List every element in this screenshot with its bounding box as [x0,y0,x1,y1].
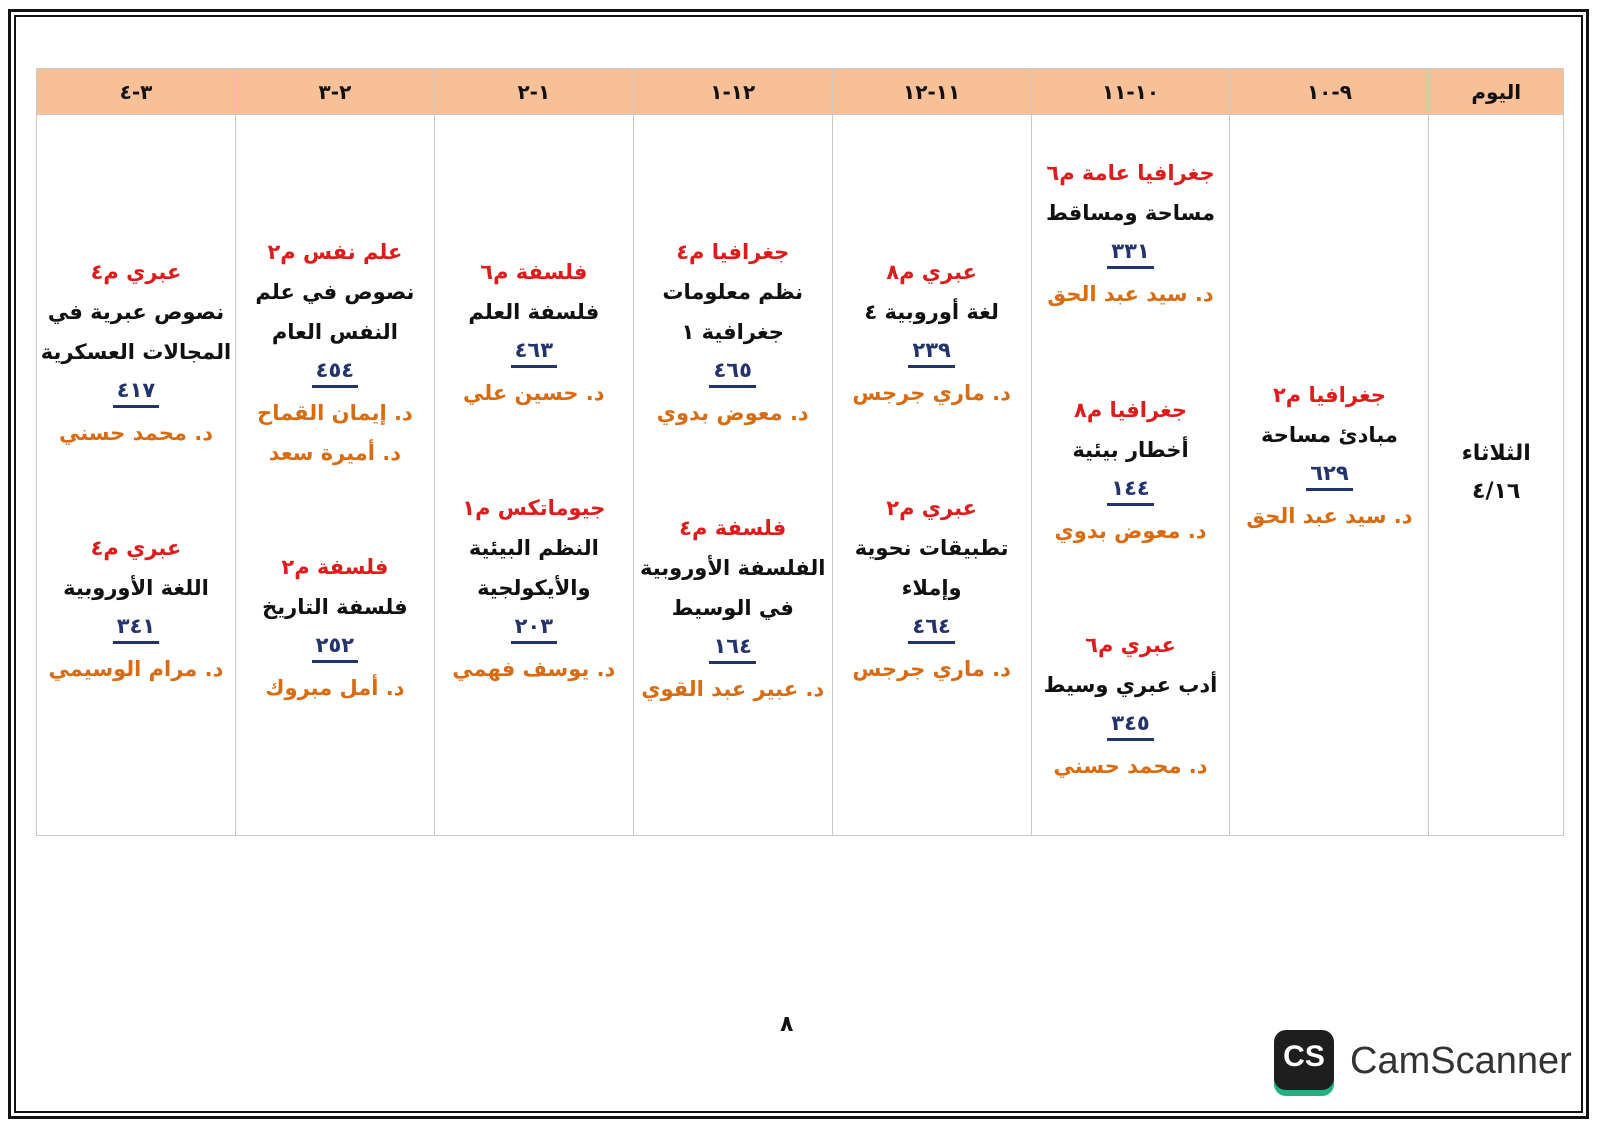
course-name: جغرافية ١ [681,320,784,344]
course-block [634,232,832,433]
header-slot-10-11: ١٠-١١ [1031,69,1230,115]
course-name: نصوص في علم [255,280,415,304]
course-name: أدب عبري وسيط [1043,673,1218,697]
room-number: ٦٢٩ [1306,458,1352,491]
instructor-name: د. إيمان القماح [257,401,413,425]
instructor-name: د. يوسف فهمي [452,657,616,681]
slot-cell-11-12 [832,115,1031,836]
course-block [1032,390,1230,551]
course-name: مبادئ مساحة [1260,423,1398,447]
slot-cell-1-2 [434,115,633,836]
course-name: نصوص عبرية في [47,300,225,324]
instructor-name: د. أمل مبروك [265,676,405,700]
course-block [1032,625,1230,786]
room-number: ٤٥٤ [312,355,358,388]
header-slot-11-12: ١١-١٢ [832,69,1031,115]
instructor-name: د. حسين علي [463,381,605,405]
course-name: نظم معلومات [662,280,804,304]
course-block [435,488,633,689]
header-slot-1-2: ١-٢ [434,69,633,115]
room-number: ٤٦٥ [709,355,755,388]
header-slot-3-4: ٣-٤ [37,69,236,115]
course-block [833,488,1031,689]
course-title: جغرافيا م٢ [1272,383,1386,407]
instructor-name: د. محمد حسني [1053,754,1208,778]
course-name: لغة أوروبية ٤ [864,300,999,324]
course-name: تطبيقات نحوية [854,536,1009,560]
room-number: ٢٠٣ [511,611,557,644]
course-block [1230,375,1428,536]
room-number: ٢٥٢ [312,630,358,663]
course-name: مساحة ومساقط [1046,201,1216,225]
instructor-name: د. مرام الوسيمي [48,657,224,681]
course-block [634,508,832,709]
course-title: جيوماتكس م١ [462,496,606,520]
course-block [236,232,434,473]
course-block [435,252,633,413]
room-number: ٢٣٩ [908,335,954,368]
course-title: فلسفة م٦ [480,260,588,284]
course-name: اللغة الأوروبية [63,576,209,600]
course-title: عبري م٨ [886,260,977,284]
course-title: جغرافيا م٨ [1074,398,1188,422]
camscanner-logo-text: CS [1283,1040,1325,1073]
course-title: علم نفس م٢ [267,240,403,264]
course-name: فلسفة التاريخ [262,595,408,619]
slot-cell-9-10 [1230,115,1429,836]
day-name: الثلاثاء [1461,441,1531,466]
course-title: عبري م٤ [90,260,182,284]
course-title: فلسفة م٢ [281,555,389,579]
course-title: جغرافيا م٤ [676,240,790,264]
room-number: ٤٦٣ [511,335,557,368]
room-number: ١٤٤ [1107,473,1153,506]
camscanner-wordmark: CamScanner [1350,1040,1572,1082]
schedule-table [36,68,1564,836]
day-cell [1429,115,1564,836]
room-number: ٤١٧ [113,375,159,408]
room-number: ٤٦٤ [908,611,954,644]
slot-cell-12-1 [633,115,832,836]
course-name: النفس العام [271,320,398,344]
room-number: ٣٤١ [113,611,159,644]
instructor-name: د. سيد عبد الحق [1047,282,1214,306]
room-number: ١٦٤ [709,631,755,664]
instructor-name: د. محمد حسني [58,421,213,445]
course-title: عبري م٤ [90,536,182,560]
room-number: ٣٣١ [1107,236,1153,269]
course-block [833,252,1031,413]
header-day: اليوم [1429,69,1564,115]
course-title: جغرافيا عامة م٦ [1046,161,1215,185]
page-number: ٨ [780,1012,794,1037]
slot-cell-2-3 [235,115,434,836]
header-slot-2-3: ٢-٣ [235,69,434,115]
instructor-name: د. سيد عبد الحق [1246,504,1413,528]
course-title: عبري م٢ [886,496,977,520]
course-title: عبري م٦ [1085,633,1176,657]
instructor-name: د. ماري جرجس [852,381,1011,405]
header-row [37,69,1564,115]
day-label [1429,435,1563,511]
course-title: فلسفة م٤ [679,516,787,540]
course-name: أخطار بيئية [1072,438,1189,462]
instructor-name: د. أميرة سعد [268,441,402,465]
course-name: فلسفة العلم [468,300,600,324]
header-slot-12-1: ١٢-١ [633,69,832,115]
camscanner-logo-icon [1274,1030,1334,1090]
room-number: ٣٤٥ [1107,708,1153,741]
course-block [37,528,235,689]
instructor-name: د. معوض بدوي [1054,519,1207,543]
instructor-name: د. ماري جرجس [852,657,1011,681]
instructor-name: د. عبير عبد القوي [641,677,825,701]
course-block [236,547,434,708]
course-name: وإملاء [901,576,962,600]
course-name: الفلسفة الأوروبية [639,556,826,580]
course-name: المجالات العسكرية [40,340,232,364]
course-block [1032,153,1230,314]
course-block [37,252,235,453]
course-name: في الوسيط [671,596,794,620]
day-row [37,115,1564,836]
day-date: ٤/١٦ [1472,479,1521,504]
slot-cell-3-4 [37,115,236,836]
course-name: والأيكولجية [477,576,591,600]
course-name: النظم البيئية [468,536,599,560]
instructor-name: د. معوض بدوي [656,401,809,425]
header-slot-9-10: ٩-١٠ [1230,69,1429,115]
slot-cell-10-11 [1031,115,1230,836]
